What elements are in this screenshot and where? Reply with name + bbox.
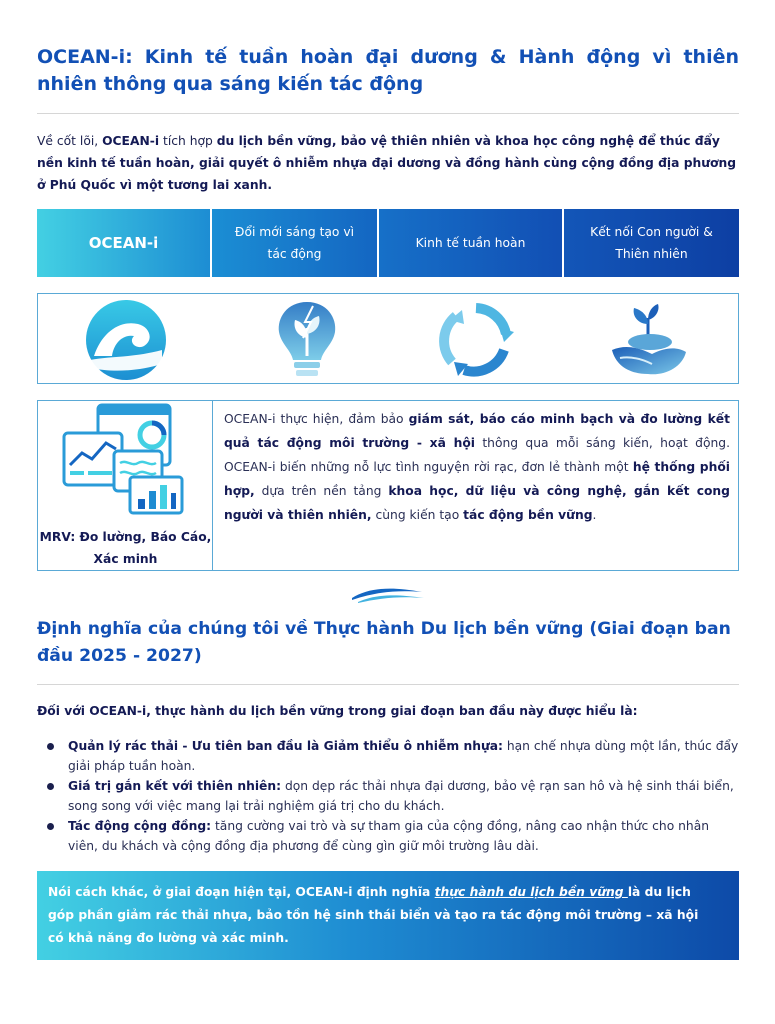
hands-seedling-icon (606, 298, 690, 382)
list-item: Quản lý rác thải - Ưu tiên ban đầu là Giảm thiểu ô nhiễm nhựa: hạn chế nhựa dùng một lần, thúc đẩy giải pháp tuần hoàn. (37, 736, 739, 776)
section-title: Định nghĩa của chúng tôi về Thực hành Du lịch bền vững (Giai đoạn ban đầu 2025 - 2027) (37, 619, 731, 666)
pillar-innovation: Đổi mới sáng tạo vì tác động (212, 209, 377, 277)
pillar-header-row (37, 209, 739, 277)
list-item: Giá trị gắn kết với thiên nhiên: dọn dẹp rác thải nhựa đại dương, bảo vệ rạn san hô và hệ sinh thái biển, song song với việc mang lại trải nghiệm giá trị cho du khách. (37, 776, 739, 816)
mrv-illustration-cell (38, 401, 213, 570)
pillar-circular-economy: Kinh tế tuần hoàn (379, 209, 562, 277)
page-title: OCEAN-i: Kinh tế tuần hoàn đại dương & Hành động vì thiên nhiên thông qua sáng kiến tác động (37, 46, 739, 95)
list-item: Tác động cộng đồng: tăng cường vai trò và sự tham gia của cộng đồng, nâng cao nhận thức cho nhân viên, du khách và cộng đồng địa phương để cùng gìn giữ môi trường lâu dài. (37, 816, 739, 856)
summary-banner: Nói cách khác, ở giai đoạn hiện tại, OCEAN-i định nghĩa thực hành du lịch bền vững là du lịch góp phần giảm rác thải nhựa, bảo tồn hệ sinh thái biển và tạo ra tác động môi trường – xã hội có khả năng đo lường và xác minh. (37, 871, 739, 960)
pillar-icon-row (37, 293, 739, 384)
practice-list (37, 736, 739, 856)
divider (37, 113, 739, 114)
bullet-icon (47, 823, 54, 830)
bullet-icon (47, 743, 54, 750)
mrv-section (37, 400, 739, 571)
circular-arrows-icon (434, 298, 518, 382)
dashboard-analytics-icon (60, 403, 188, 515)
wave-divider-icon (350, 582, 426, 604)
lightbulb-plant-icon (265, 298, 349, 382)
mrv-label: MRV: Đo lường, Báo Cáo, Xác minh (39, 530, 212, 566)
mrv-description: OCEAN-i thực hiện, đảm bảo giám sát, báo cáo minh bạch và đo lường kết quả tác động môi trường - xã hội thông qua mỗi sáng kiến, hoạt động. OCEAN-i biến những nỗ lực tình nguyện rời rạc, đơn lẻ thành một hệ thống phối hợp, dựa trên nền tảng khoa học, dữ liệu và công nghệ, gắn kết cong người và thiên nhiên, cùng kiến tạo tác động bền vững. (224, 412, 731, 522)
lead-sentence: Đối với OCEAN-i, thực hành du lịch bền vững trong giai đoạn ban đầu này được hiểu là: (37, 704, 638, 718)
ocean-wave-icon (84, 298, 168, 382)
pillar-people-nature: Kết nối Con người & Thiên nhiên (564, 209, 739, 277)
intro-paragraph: Về cốt lõi, OCEAN-i tích hợp du lịch bền vững, bảo vệ thiên nhiên và khoa học công nghệ để thúc đẩy nền kinh tế tuần hoàn, giải quyết ô nhiễm nhựa đại dương và đồng hành cùng cộng đồng địa phương ở Phú Quốc vì một tương lai xanh. (37, 134, 737, 192)
pillar-ocean-i: OCEAN-i (37, 209, 210, 277)
divider (37, 684, 739, 685)
bullet-icon (47, 783, 54, 790)
